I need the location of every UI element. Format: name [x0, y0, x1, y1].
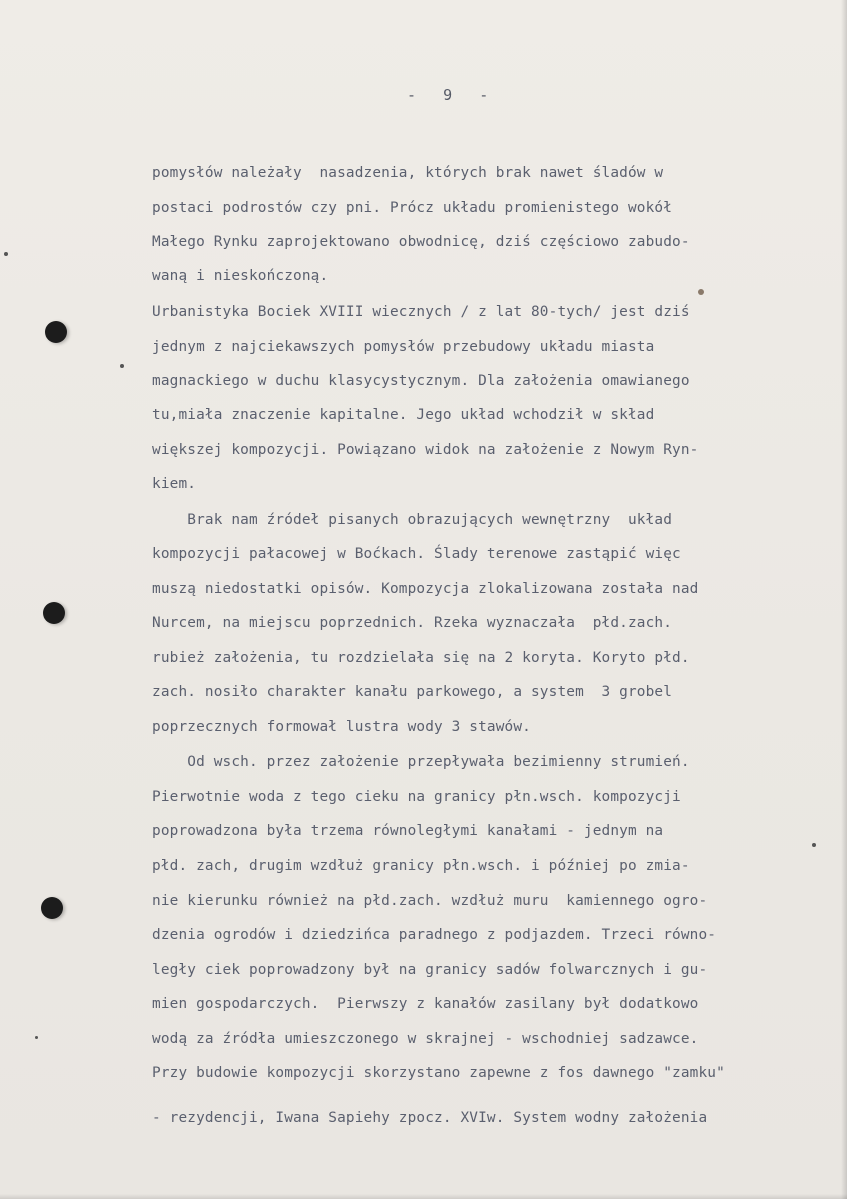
- text-line: rubież założenia, tu rozdzielała się na 2 koryta. Koryto płd.: [152, 650, 690, 666]
- punch-hole: [43, 602, 65, 624]
- text-line: postaci podrostów czy pni. Prócz układu promienistego wokół: [152, 200, 673, 216]
- text-line: Nurcem, na miejscu poprzednich. Rzeka wyznaczała płd.zach.: [152, 615, 673, 631]
- page-bottom-shadow: [0, 1194, 847, 1199]
- text-line: legły ciek poprowadzony był na granicy sadów folwarcznych i gu-: [152, 962, 708, 978]
- text-line: nie kierunku również na płd.zach. wzdłuż muru kamiennego ogro-: [152, 893, 708, 909]
- text-line: kompozycji pałacowej w Boćkach. Ślady terenowe zastąpić więc: [152, 546, 681, 562]
- punch-hole: [45, 321, 67, 343]
- page-number: - 9 -: [407, 86, 489, 104]
- paper-speck: [120, 364, 124, 368]
- text-line: kiem.: [152, 476, 197, 492]
- text-line: pomysłów należały nasadzenia, których brak nawet śladów w: [152, 165, 664, 181]
- page-edge-shadow: [841, 0, 847, 1199]
- text-line: Małego Rynku zaprojektowano obwodnicę, dziś częściowo zabudo-: [152, 234, 690, 250]
- text-line: Brak nam źródeł pisanych obrazujących wewnętrzny układ: [152, 512, 673, 528]
- text-line: dzenia ogrodów i dziedzińca paradnego z podjazdem. Trzeci równo-: [152, 927, 717, 943]
- text-line: muszą niedostatki opisów. Kompozycja zlokalizowana została nad: [152, 581, 699, 597]
- paper-speck: [812, 843, 816, 847]
- text-line: wodą za źródła umieszczonego w skrajnej - wschodniej sadzawce.: [152, 1031, 699, 1047]
- text-line: tu,miała znaczenie kapitalne. Jego układ wchodził w skład: [152, 407, 655, 423]
- punch-hole: [41, 897, 63, 919]
- text-line: Pierwotnie woda z tego cieku na granicy płn.wsch. kompozycji: [152, 789, 681, 805]
- paper-speck: [35, 1036, 38, 1039]
- text-line: - rezydencji, Iwana Sapiehy zpocz. XVIw. System wodny założenia: [152, 1110, 708, 1126]
- text-line: waną i nieskończoną.: [152, 268, 329, 284]
- text-line: Urbanistyka Bociek XVIII wiecznych / z lat 80-tych/ jest dziś: [152, 304, 690, 320]
- text-line: poprowadzona była trzema równoległymi kanałami - jednym na: [152, 823, 664, 839]
- text-line: większej kompozycji. Powiązano widok na założenie z Nowym Ryn-: [152, 442, 699, 458]
- text-line: Od wsch. przez założenie przepływała bezimienny strumień.: [152, 754, 690, 770]
- text-line: poprzecznych formował lustra wody 3 stawów.: [152, 719, 531, 735]
- text-line: magnackiego w duchu klasycystycznym. Dla założenia omawianego: [152, 373, 690, 389]
- text-line: jednym z najciekawszych pomysłów przebudowy układu miasta: [152, 339, 655, 355]
- text-line: Przy budowie kompozycji skorzystano zapewne z fos dawnego "zamku": [152, 1065, 725, 1081]
- paper-speck: [698, 289, 704, 295]
- text-line: zach. nosiło charakter kanału parkowego, a system 3 grobel: [152, 684, 673, 700]
- text-line: mien gospodarczych. Pierwszy z kanałów zasilany był dodatkowo: [152, 996, 699, 1012]
- paper-speck: [4, 252, 8, 256]
- text-line: płd. zach, drugim wzdłuż granicy płn.wsch. i później po zmia-: [152, 858, 690, 874]
